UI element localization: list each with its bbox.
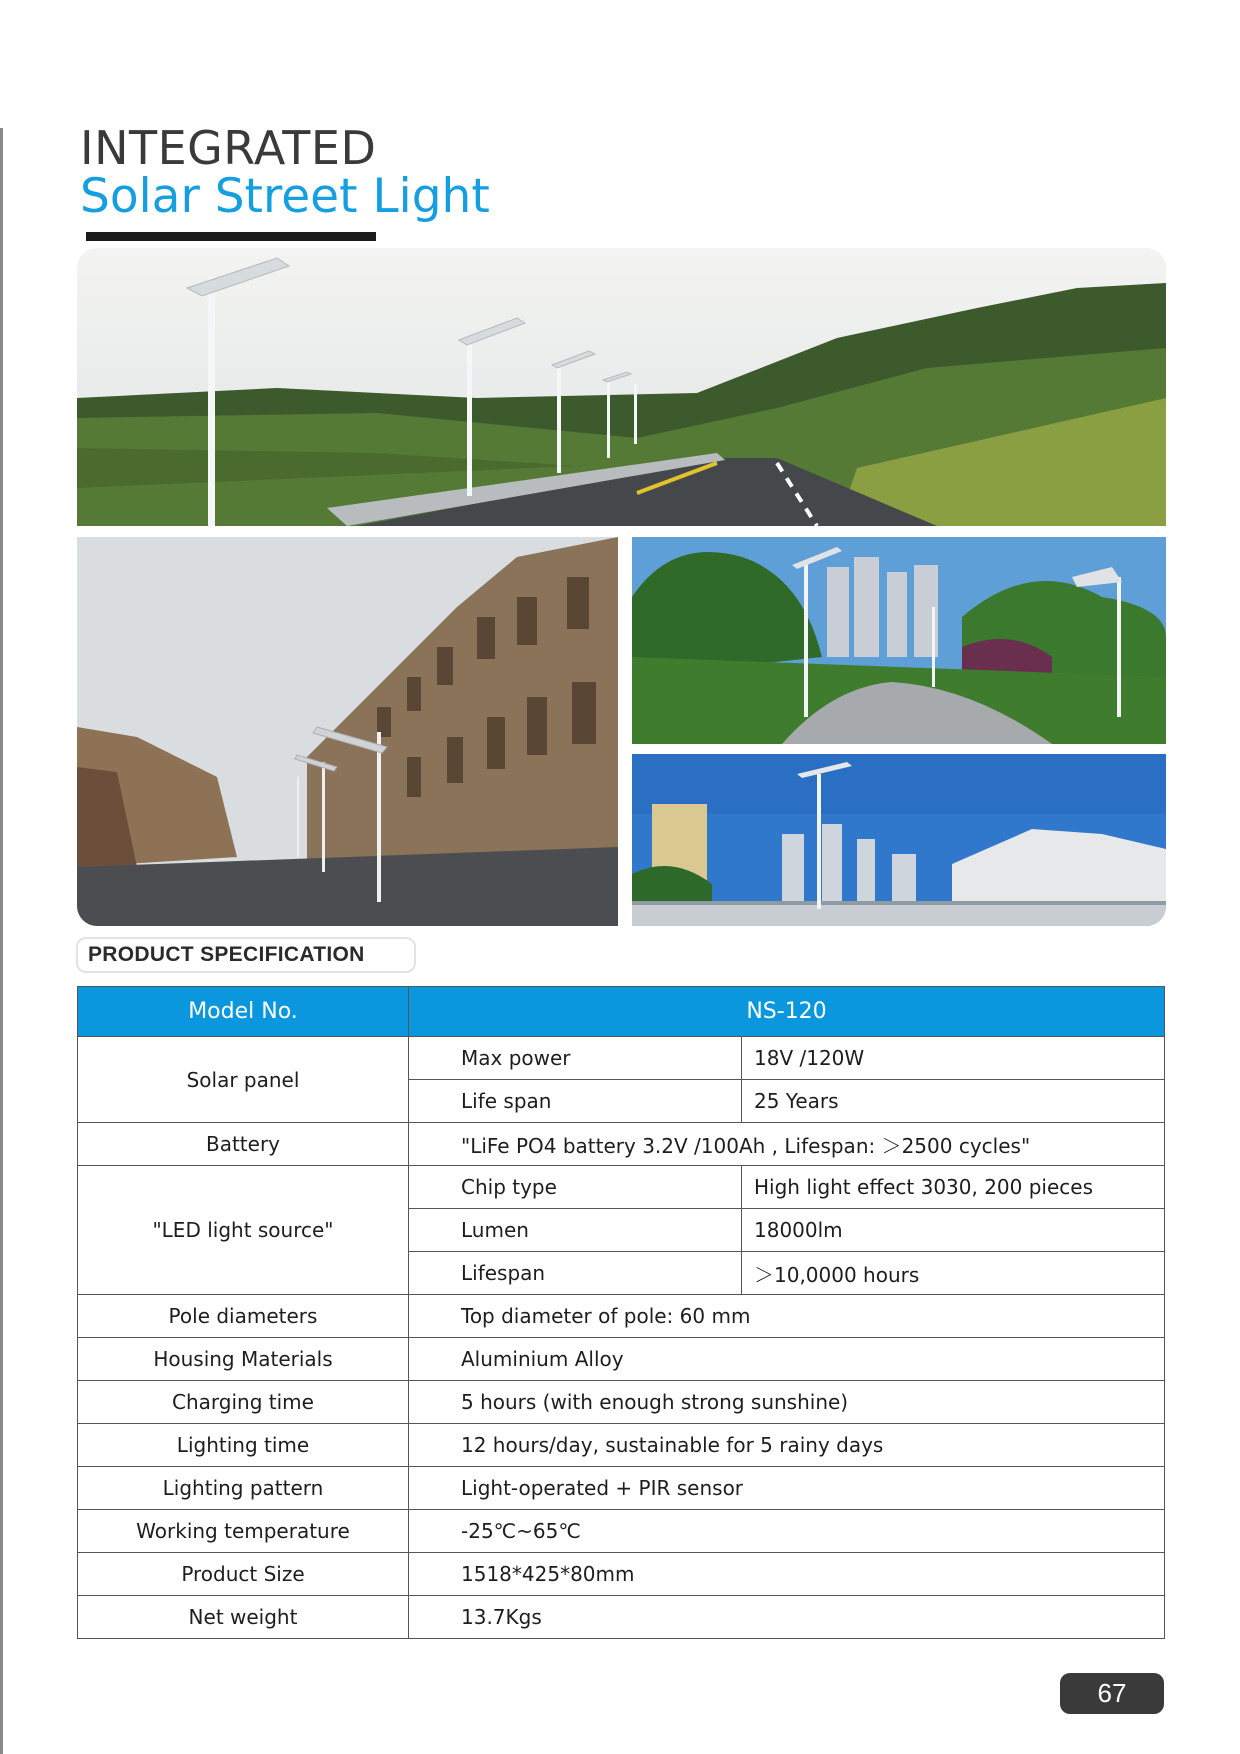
table-row <box>78 1166 1165 1209</box>
chip-type-label: Chip type <box>409 1166 742 1209</box>
row-label: Lighting pattern <box>78 1467 409 1510</box>
row-value: 13.7Kgs <box>409 1596 1165 1639</box>
led-lifespan-label: Lifespan <box>409 1252 742 1295</box>
row-value: Aluminium Alloy <box>409 1338 1165 1381</box>
table-row <box>78 1553 1165 1596</box>
row-label: Net weight <box>78 1596 409 1639</box>
row-value: 12 hours/day, sustainable for 5 rainy days <box>409 1424 1165 1467</box>
table-row <box>78 1596 1165 1639</box>
row-label: Pole diameters <box>78 1295 409 1338</box>
table-row <box>78 1123 1165 1166</box>
model-label: Model No. <box>78 987 409 1037</box>
section-label-product-specification: PRODUCT SPECIFICATION <box>76 937 416 973</box>
lumen-label: Lumen <box>409 1209 742 1252</box>
row-label: Product Size <box>78 1553 409 1596</box>
title-integrated: INTEGRATED <box>80 121 377 175</box>
specification-table <box>77 986 1165 1639</box>
table-row <box>78 1381 1165 1424</box>
table-row <box>78 1424 1165 1467</box>
row-value: Top diameter of pole: 60 mm <box>409 1295 1165 1338</box>
photo-historic-street <box>77 537 618 926</box>
table-row <box>78 1467 1165 1510</box>
table-row <box>78 1037 1165 1080</box>
max-power-value: 18V /120W <box>742 1037 1165 1080</box>
row-value: 5 hours (with enough strong sunshine) <box>409 1381 1165 1424</box>
title-product-name: Solar Street Light <box>80 169 490 224</box>
led-source-label: "LED light source" <box>78 1166 409 1295</box>
title-underline <box>86 232 376 241</box>
max-power-label: Max power <box>409 1037 742 1080</box>
photo-hillside-road <box>77 248 1166 526</box>
lumen-value: 18000lm <box>742 1209 1165 1252</box>
solar-panel-label: Solar panel <box>78 1037 409 1123</box>
battery-value: "LiFe PO4 battery 3.2V /100Ah , Lifespan: ＞2500 cycles" <box>409 1123 1165 1166</box>
table-row <box>78 1295 1165 1338</box>
page-number: 67 <box>1060 1673 1164 1714</box>
life-span-value: 25 Years <box>742 1080 1165 1123</box>
model-value: NS-120 <box>409 987 1165 1037</box>
battery-label: Battery <box>78 1123 409 1166</box>
life-span-label: Life span <box>409 1080 742 1123</box>
row-value: Light-operated + PIR sensor <box>409 1467 1165 1510</box>
row-label: Lighting time <box>78 1424 409 1467</box>
led-lifespan-value: ＞10,0000 hours <box>742 1252 1165 1295</box>
row-value: -25℃~65℃ <box>409 1510 1165 1553</box>
chip-type-value: High light effect 3030, 200 pieces <box>742 1166 1165 1209</box>
table-row <box>78 1510 1165 1553</box>
page-edge-rule <box>0 128 3 1754</box>
table-header-row <box>78 987 1165 1037</box>
row-label: Working temperature <box>78 1510 409 1553</box>
row-label: Housing Materials <box>78 1338 409 1381</box>
row-value: 1518*425*80mm <box>409 1553 1165 1596</box>
photo-park-path <box>632 537 1166 744</box>
table-row <box>78 1338 1165 1381</box>
row-label: Charging time <box>78 1381 409 1424</box>
photo-waterfront <box>632 754 1166 926</box>
